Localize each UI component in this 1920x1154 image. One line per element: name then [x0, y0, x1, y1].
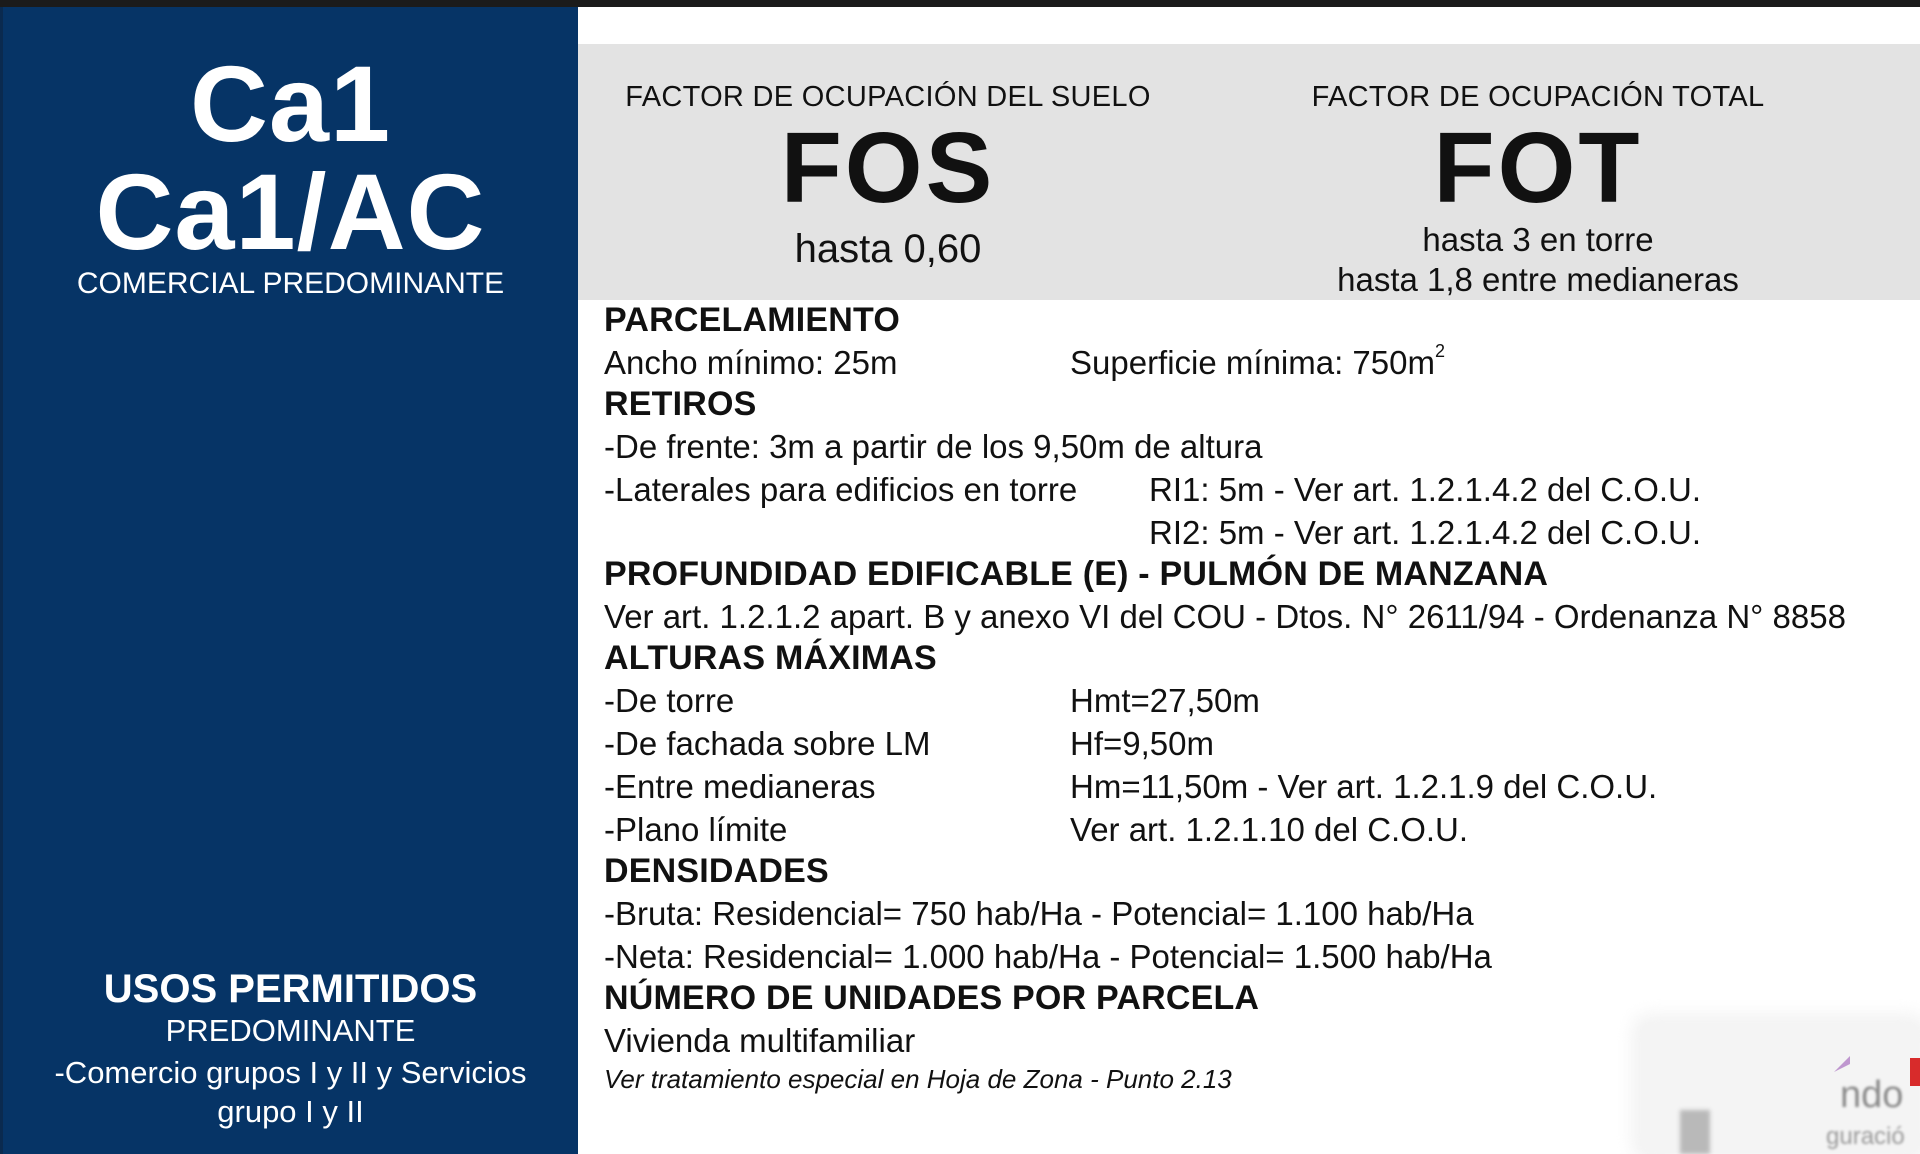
- densidades-heading: DENSIDADES: [604, 852, 829, 890]
- unidades-heading: NÚMERO DE UNIDADES POR PARCELA: [604, 979, 1260, 1017]
- parcelamiento-row: [604, 341, 1904, 384]
- factors-panel: [578, 44, 1920, 300]
- fot-block: [1238, 44, 1838, 300]
- regulations-content: [604, 300, 1904, 1096]
- retiro-ri1: RI1: 5m - Ver art. 1.2.1.4.2 del C.O.U.: [1149, 471, 1702, 508]
- altura-label: -De fachada sobre LM: [604, 725, 931, 762]
- altura-label: -De torre: [604, 682, 735, 719]
- retiro-laterales-row: [604, 468, 1904, 511]
- unidades-note: Ver tratamiento especial en Hoja de Zona - Punto 2.13: [604, 1064, 1232, 1094]
- densidad-bruta: -Bruta: Residencial= 750 hab/Ha - Potencial= 1.100 hab/Ha: [604, 895, 1474, 932]
- retiro-frente: -De frente: 3m a partir de los 9,50m de altura: [604, 428, 1263, 465]
- altura-value: Hmt=27,50m: [1070, 682, 1260, 719]
- altura-row: [604, 765, 1904, 808]
- blurred-overlay-text: ndo: [1840, 1074, 1904, 1116]
- altura-value: Hf=9,50m: [1070, 725, 1214, 762]
- ancho-minimo: Ancho mínimo: 25m: [604, 344, 898, 381]
- fot-value-torre: hasta 3 en torre: [1422, 221, 1654, 258]
- altura-row: [604, 808, 1904, 851]
- altura-label: -Entre medianeras: [604, 768, 876, 805]
- densidad-neta: -Neta: Residencial= 1.000 hab/Ha - Potencial= 1.500 hab/Ha: [604, 938, 1492, 975]
- zone-sidebar: [0, 7, 578, 1154]
- usos-permitidos-text: -Comercio grupos I y II y Servicios grupo I y II: [54, 1055, 527, 1129]
- unidades-text: Vivienda multifamiliar: [604, 1022, 916, 1059]
- usos-permitidos-subtitle: PREDOMINANTE: [165, 1013, 416, 1048]
- fos-value: hasta 0,60: [794, 227, 982, 271]
- altura-value: Hm=11,50m - Ver art. 1.2.1.9 del C.O.U.: [1070, 768, 1658, 805]
- red-marker-icon: [1910, 1058, 1920, 1086]
- blurred-square-icon: [1680, 1110, 1710, 1154]
- zone-type-label: COMERCIAL PREDOMINANTE: [76, 267, 505, 300]
- fot-value-medianeras: hasta 1,8 entre medianeras: [1337, 261, 1739, 298]
- altura-row: [604, 722, 1904, 765]
- retiro-ri2: RI2: 5m - Ver art. 1.2.1.4.2 del C.O.U.: [1149, 514, 1702, 551]
- profundidad-heading: PROFUNDIDAD EDIFICABLE (E) - PULMÓN DE MANZANA: [604, 555, 1549, 593]
- fos-abbr: FOS: [780, 112, 996, 224]
- parcelamiento-heading: PARCELAMIENTO: [604, 301, 901, 339]
- fos-block: [618, 44, 1158, 272]
- alturas-heading: ALTURAS MÁXIMAS: [604, 639, 937, 677]
- fot-abbr: FOT: [1433, 112, 1643, 224]
- fos-label: FACTOR DE OCUPACIÓN DEL SUELO: [625, 81, 1151, 113]
- zone-code-primary: Ca1: [189, 43, 392, 164]
- arrow-icon: [1830, 1050, 1856, 1076]
- altura-value: Ver art. 1.2.1.10 del C.O.U.: [1070, 811, 1469, 848]
- usos-permitidos-title: USOS PERMITIDOS: [103, 967, 478, 1011]
- altura-label: -Plano límite: [604, 811, 788, 848]
- altura-row: [604, 679, 1904, 722]
- fot-label: FACTOR DE OCUPACIÓN TOTAL: [1311, 81, 1765, 113]
- superficie-text: Superficie mínima: 750m: [1070, 344, 1435, 381]
- top-edge-bar: [0, 0, 1920, 7]
- superficie-exponent: 2: [1434, 341, 1445, 361]
- blurred-overlay-subtext: guració: [1826, 1123, 1905, 1150]
- zone-code-secondary: Ca1/AC: [95, 151, 486, 272]
- retiros-heading: RETIROS: [604, 385, 757, 423]
- profundidad-text: Ver art. 1.2.1.2 apart. B y anexo VI del COU - Dtos. N° 2611/94 - Ordenanza N° 8858: [604, 598, 1846, 635]
- superficie-minima: [1070, 341, 1445, 384]
- retiro-laterales-label: -Laterales para edificios en torre: [604, 471, 1078, 508]
